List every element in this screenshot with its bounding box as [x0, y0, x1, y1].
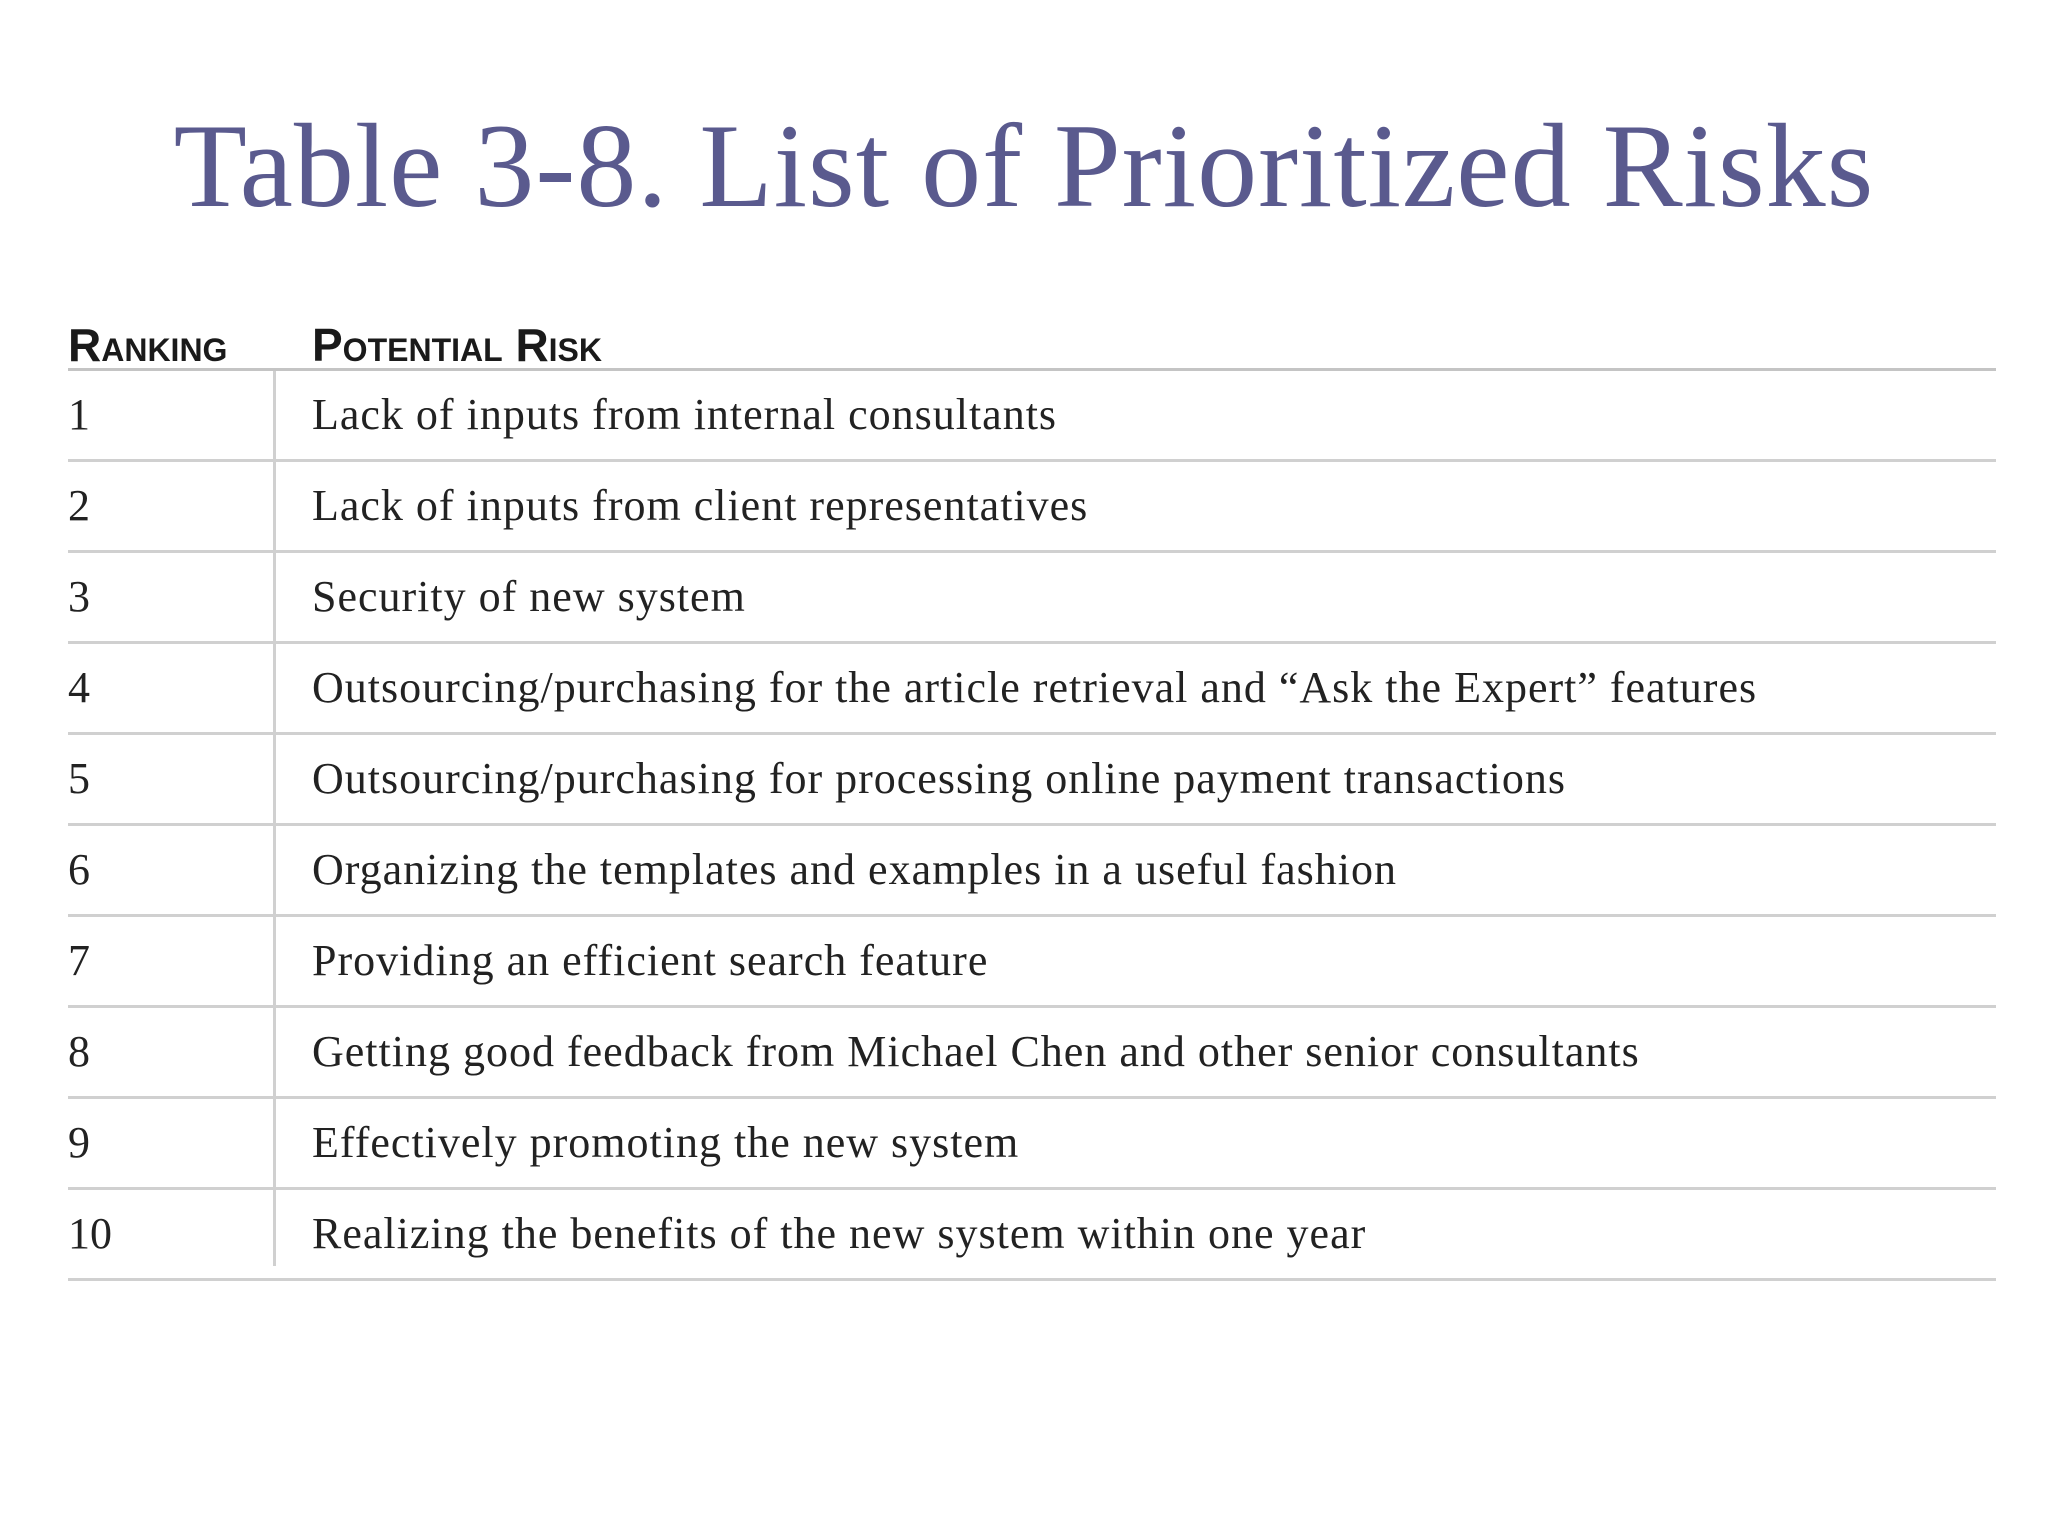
- table-row: [68, 462, 1996, 553]
- risk-cell: Realizing the benefits of the new system within one year: [312, 1209, 1367, 1258]
- prioritized-risks-table: [68, 320, 1996, 1281]
- header-ranking: Ranking: [68, 319, 228, 371]
- rank-cell: 2: [68, 462, 276, 550]
- table-row: [68, 735, 1996, 826]
- risk-cell: Organizing the templates and examples in a useful fashion: [312, 845, 1398, 894]
- table-row: [68, 1190, 1996, 1281]
- table-row: [68, 644, 1996, 735]
- table-row: [68, 826, 1996, 917]
- rank-cell: 6: [68, 826, 276, 914]
- rank-cell: 7: [68, 917, 276, 1005]
- table-row: [68, 1008, 1996, 1099]
- rank-cell: 5: [68, 735, 276, 823]
- risk-cell: Outsourcing/purchasing for the article retrieval and “Ask the Expert” features: [312, 663, 1758, 712]
- risk-cell: Outsourcing/purchasing for processing online payment transactions: [312, 754, 1566, 803]
- risk-cell: Getting good feedback from Michael Chen and other senior consultants: [312, 1027, 1640, 1076]
- header-potential-risk: Potential Risk: [312, 319, 603, 371]
- risk-cell: Security of new system: [312, 572, 746, 621]
- rank-cell: 9: [68, 1099, 276, 1187]
- table-header-row: [68, 320, 1996, 371]
- rank-cell: 10: [68, 1190, 276, 1266]
- table-row: [68, 1099, 1996, 1190]
- risk-cell: Providing an efficient search feature: [312, 936, 989, 985]
- slide-title: Table 3-8. List of Prioritized Risks: [173, 99, 1875, 232]
- rank-cell: 4: [68, 644, 276, 732]
- rank-cell: 1: [68, 371, 276, 459]
- rank-cell: 3: [68, 553, 276, 641]
- table-row: [68, 553, 1996, 644]
- risk-cell: Lack of inputs from client representatives: [312, 481, 1089, 530]
- table-row: [68, 371, 1996, 462]
- risk-cell: Effectively promoting the new system: [312, 1118, 1020, 1167]
- rank-cell: 8: [68, 1008, 276, 1096]
- table-row: [68, 917, 1996, 1008]
- risk-cell: Lack of inputs from internal consultants: [312, 390, 1058, 439]
